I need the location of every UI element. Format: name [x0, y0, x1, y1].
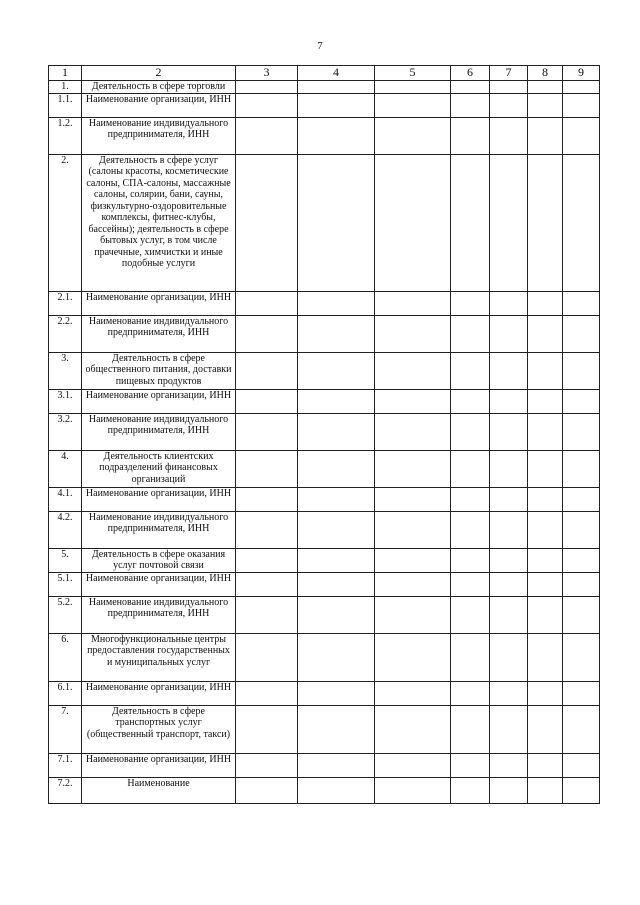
table-row — [49, 413, 600, 450]
empty-cell[interactable] — [451, 487, 490, 511]
row-number: 2.1. — [49, 291, 82, 315]
empty-cell[interactable] — [563, 753, 600, 777]
empty-cell[interactable] — [563, 777, 600, 803]
row-number: 7.2. — [49, 777, 82, 803]
row-description: Наименование организации, ИНН — [82, 291, 236, 315]
row-description: Наименование организации, ИНН — [82, 572, 236, 596]
empty-cell[interactable] — [451, 315, 490, 352]
empty-cell[interactable] — [528, 450, 563, 487]
table-row — [49, 511, 600, 548]
empty-cell[interactable] — [375, 681, 451, 705]
empty-cell[interactable] — [490, 596, 528, 633]
empty-cell[interactable] — [528, 548, 563, 572]
table-row — [49, 548, 600, 572]
row-number: 3. — [49, 352, 82, 389]
empty-cell[interactable] — [563, 596, 600, 633]
empty-cell[interactable] — [563, 93, 600, 117]
row-number: 5.2. — [49, 596, 82, 633]
empty-cell[interactable] — [563, 389, 600, 413]
row-number: 6.1. — [49, 681, 82, 705]
form-table — [48, 65, 600, 804]
row-description: Деятельность в сфере общественного питания, доставки пищевых продуктов — [82, 352, 236, 389]
empty-cell[interactable] — [490, 352, 528, 389]
empty-cell[interactable] — [490, 681, 528, 705]
empty-cell[interactable] — [298, 413, 375, 450]
empty-cell[interactable] — [563, 633, 600, 681]
table-row — [49, 572, 600, 596]
empty-cell[interactable] — [236, 80, 298, 93]
empty-cell[interactable] — [563, 511, 600, 548]
empty-cell[interactable] — [451, 511, 490, 548]
empty-cell[interactable] — [490, 753, 528, 777]
column-header: 5 — [375, 66, 451, 81]
empty-cell[interactable] — [298, 315, 375, 352]
row-description: Наименование индивидуального предпринимателя, ИНН — [82, 315, 236, 352]
row-number: 5.1. — [49, 572, 82, 596]
empty-cell[interactable] — [563, 572, 600, 596]
row-number: 5. — [49, 548, 82, 572]
row-number: 4. — [49, 450, 82, 487]
row-description: Наименование организации, ИНН — [82, 681, 236, 705]
empty-cell[interactable] — [298, 596, 375, 633]
empty-cell[interactable] — [490, 633, 528, 681]
row-number: 7. — [49, 705, 82, 753]
empty-cell[interactable] — [298, 80, 375, 93]
empty-cell[interactable] — [451, 681, 490, 705]
row-number: 3.2. — [49, 413, 82, 450]
row-description: Наименование организации, ИНН — [82, 93, 236, 117]
empty-cell[interactable] — [563, 681, 600, 705]
empty-cell[interactable] — [563, 291, 600, 315]
empty-cell[interactable] — [451, 753, 490, 777]
row-number: 2.2. — [49, 315, 82, 352]
page-number: 7 — [317, 40, 323, 52]
empty-cell[interactable] — [298, 511, 375, 548]
empty-cell[interactable] — [528, 753, 563, 777]
empty-cell[interactable] — [375, 450, 451, 487]
empty-cell[interactable] — [298, 117, 375, 154]
empty-cell[interactable] — [375, 633, 451, 681]
row-description: Наименование организации, ИНН — [82, 389, 236, 413]
empty-cell[interactable] — [563, 487, 600, 511]
empty-cell[interactable] — [298, 154, 375, 291]
column-header: 2 — [82, 66, 236, 81]
empty-cell[interactable] — [298, 777, 375, 803]
empty-cell[interactable] — [375, 548, 451, 572]
empty-cell[interactable] — [236, 291, 298, 315]
empty-cell[interactable] — [490, 511, 528, 548]
empty-cell[interactable] — [490, 93, 528, 117]
row-description: Наименование организации, ИНН — [82, 753, 236, 777]
row-number: 1.1. — [49, 93, 82, 117]
empty-cell[interactable] — [375, 80, 451, 93]
empty-cell[interactable] — [236, 705, 298, 753]
empty-cell[interactable] — [563, 117, 600, 154]
row-description: Наименование индивидуального предпринимателя, ИНН — [82, 413, 236, 450]
empty-cell[interactable] — [451, 413, 490, 450]
empty-cell[interactable] — [298, 450, 375, 487]
table-row — [49, 315, 600, 352]
empty-cell[interactable] — [375, 93, 451, 117]
empty-cell[interactable] — [298, 753, 375, 777]
empty-cell[interactable] — [490, 413, 528, 450]
empty-cell[interactable] — [528, 80, 563, 93]
empty-cell[interactable] — [298, 681, 375, 705]
empty-cell[interactable] — [528, 413, 563, 450]
table-row — [49, 352, 600, 389]
empty-cell[interactable] — [375, 352, 451, 389]
row-description: Деятельность в сфере торговли — [82, 80, 236, 93]
empty-cell[interactable] — [528, 633, 563, 681]
empty-cell[interactable] — [490, 487, 528, 511]
row-description: Деятельность клиентских подразделений финансовых организаций — [82, 450, 236, 487]
empty-cell[interactable] — [563, 548, 600, 572]
empty-cell[interactable] — [528, 681, 563, 705]
empty-cell[interactable] — [528, 93, 563, 117]
empty-cell[interactable] — [375, 389, 451, 413]
row-number: 4.2. — [49, 511, 82, 548]
empty-cell[interactable] — [236, 352, 298, 389]
empty-cell[interactable] — [236, 487, 298, 511]
empty-cell[interactable] — [451, 450, 490, 487]
empty-cell[interactable] — [451, 389, 490, 413]
empty-cell[interactable] — [528, 315, 563, 352]
column-header: 3 — [236, 66, 298, 81]
empty-cell[interactable] — [375, 315, 451, 352]
empty-cell[interactable] — [528, 352, 563, 389]
empty-cell[interactable] — [236, 633, 298, 681]
empty-cell[interactable] — [375, 753, 451, 777]
empty-cell[interactable] — [236, 117, 298, 154]
empty-cell[interactable] — [236, 315, 298, 352]
table-row — [49, 291, 600, 315]
empty-cell[interactable] — [451, 93, 490, 117]
empty-cell[interactable] — [451, 117, 490, 154]
empty-cell[interactable] — [451, 352, 490, 389]
empty-cell[interactable] — [298, 291, 375, 315]
empty-cell[interactable] — [528, 117, 563, 154]
empty-cell[interactable] — [451, 154, 490, 291]
column-header: 4 — [298, 66, 375, 81]
table-row — [49, 154, 600, 291]
row-description: Деятельность в сфере услуг (салоны красоты, косметические салоны, СПА-салоны, массажные салоны, солярии, бани, сауны, физкультурно-оздоровительные комплексы, фитнес-клубы, бассейны); деятельность в сфере бытовых услуг, в том числе прачечные, химчистки и иные подобные услуги — [82, 154, 236, 291]
row-description: Наименование индивидуального предпринимателя, ИНН — [82, 596, 236, 633]
empty-cell[interactable] — [528, 154, 563, 291]
empty-cell[interactable] — [563, 413, 600, 450]
row-number: 1. — [49, 80, 82, 93]
empty-cell[interactable] — [298, 633, 375, 681]
empty-cell[interactable] — [298, 352, 375, 389]
table-row — [49, 596, 600, 633]
empty-cell[interactable] — [236, 572, 298, 596]
table-row — [49, 487, 600, 511]
empty-cell[interactable] — [451, 705, 490, 753]
table-row — [49, 450, 600, 487]
column-header: 7 — [490, 66, 528, 81]
empty-cell[interactable] — [490, 548, 528, 572]
empty-cell[interactable] — [563, 352, 600, 389]
table-row — [49, 93, 600, 117]
empty-cell[interactable] — [236, 413, 298, 450]
column-header: 9 — [563, 66, 600, 81]
empty-cell[interactable] — [236, 777, 298, 803]
empty-cell[interactable] — [563, 315, 600, 352]
empty-cell[interactable] — [298, 572, 375, 596]
table-body — [49, 80, 600, 803]
empty-cell[interactable] — [236, 548, 298, 572]
empty-cell[interactable] — [490, 777, 528, 803]
empty-cell[interactable] — [490, 450, 528, 487]
empty-cell[interactable] — [490, 117, 528, 154]
row-description: Наименование индивидуального предпринимателя, ИНН — [82, 511, 236, 548]
empty-cell[interactable] — [528, 596, 563, 633]
empty-cell[interactable] — [528, 777, 563, 803]
row-description: Деятельность в сфере транспортных услуг (общественный транспорт, такси) — [82, 705, 236, 753]
empty-cell[interactable] — [236, 389, 298, 413]
empty-cell[interactable] — [528, 291, 563, 315]
empty-cell[interactable] — [563, 154, 600, 291]
table-row — [49, 777, 600, 803]
table-row — [49, 80, 600, 93]
empty-cell[interactable] — [375, 511, 451, 548]
empty-cell[interactable] — [375, 705, 451, 753]
empty-cell[interactable] — [451, 572, 490, 596]
row-description: Наименование — [82, 777, 236, 803]
empty-cell[interactable] — [375, 154, 451, 291]
empty-cell[interactable] — [298, 487, 375, 511]
row-number: 1.2. — [49, 117, 82, 154]
table-row — [49, 117, 600, 154]
column-header: 6 — [451, 66, 490, 81]
empty-cell[interactable] — [375, 777, 451, 803]
table-row — [49, 681, 600, 705]
row-description: Многофункциональные центры предоставления государственных и муниципальных услуг — [82, 633, 236, 681]
empty-cell[interactable] — [298, 548, 375, 572]
empty-cell[interactable] — [451, 80, 490, 93]
column-header: 1 — [49, 66, 82, 81]
empty-cell[interactable] — [236, 681, 298, 705]
row-number: 2. — [49, 154, 82, 291]
empty-cell[interactable] — [451, 291, 490, 315]
empty-cell[interactable] — [236, 753, 298, 777]
empty-cell[interactable] — [528, 572, 563, 596]
empty-cell[interactable] — [375, 291, 451, 315]
empty-cell[interactable] — [375, 413, 451, 450]
empty-cell[interactable] — [375, 572, 451, 596]
empty-cell[interactable] — [236, 596, 298, 633]
empty-cell[interactable] — [563, 450, 600, 487]
empty-cell[interactable] — [236, 93, 298, 117]
empty-cell[interactable] — [451, 596, 490, 633]
empty-cell[interactable] — [490, 80, 528, 93]
empty-cell[interactable] — [490, 389, 528, 413]
empty-cell[interactable] — [528, 487, 563, 511]
empty-cell[interactable] — [528, 389, 563, 413]
column-header: 8 — [528, 66, 563, 81]
row-number: 7.1. — [49, 753, 82, 777]
empty-cell[interactable] — [375, 596, 451, 633]
row-number: 4.1. — [49, 487, 82, 511]
empty-cell[interactable] — [490, 705, 528, 753]
empty-cell[interactable] — [298, 93, 375, 117]
table-row — [49, 633, 600, 681]
empty-cell[interactable] — [490, 315, 528, 352]
empty-cell[interactable] — [528, 511, 563, 548]
table-row — [49, 753, 600, 777]
empty-cell[interactable] — [298, 705, 375, 753]
empty-cell[interactable] — [563, 80, 600, 93]
header-row — [49, 66, 600, 81]
empty-cell[interactable] — [298, 389, 375, 413]
table-row — [49, 705, 600, 753]
row-number: 3.1. — [49, 389, 82, 413]
empty-cell[interactable] — [490, 291, 528, 315]
empty-cell[interactable] — [451, 777, 490, 803]
empty-cell[interactable] — [451, 633, 490, 681]
empty-cell[interactable] — [451, 548, 490, 572]
empty-cell[interactable] — [236, 450, 298, 487]
row-number: 6. — [49, 633, 82, 681]
empty-cell[interactable] — [490, 154, 528, 291]
row-description: Наименование индивидуального предпринимателя, ИНН — [82, 117, 236, 154]
empty-cell[interactable] — [375, 117, 451, 154]
empty-cell[interactable] — [528, 705, 563, 753]
empty-cell[interactable] — [236, 511, 298, 548]
empty-cell[interactable] — [490, 572, 528, 596]
row-description: Наименование организации, ИНН — [82, 487, 236, 511]
empty-cell[interactable] — [563, 705, 600, 753]
empty-cell[interactable] — [236, 154, 298, 291]
row-description: Деятельность в сфере оказания услуг почтовой связи — [82, 548, 236, 572]
table-row — [49, 389, 600, 413]
empty-cell[interactable] — [375, 487, 451, 511]
